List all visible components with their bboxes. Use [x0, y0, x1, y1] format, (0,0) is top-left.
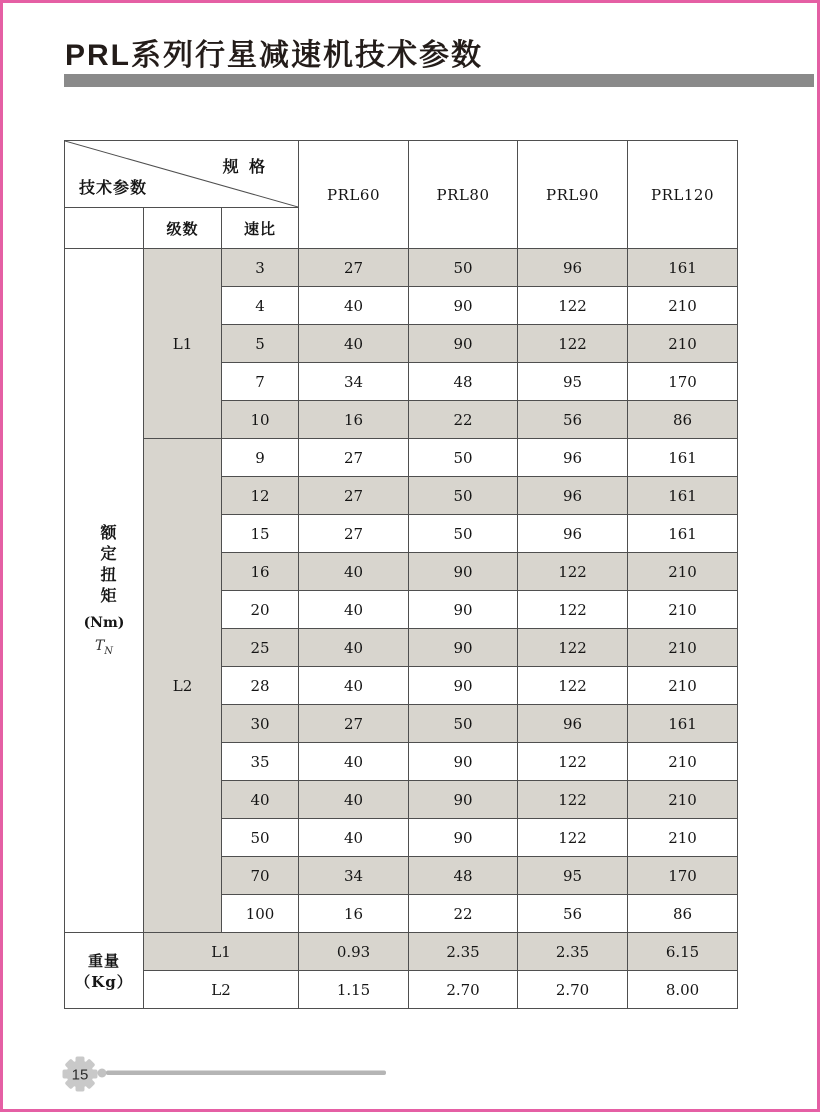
torque-value-cell: 210 [628, 591, 738, 629]
torque-value-cell: 210 [628, 743, 738, 781]
weight-stage-cell: L2 [144, 971, 299, 1009]
torque-value-cell: 34 [299, 363, 409, 401]
torque-value-cell: 48 [409, 363, 518, 401]
torque-value-cell: 22 [409, 895, 518, 933]
weight-value-cell: 2.35 [409, 933, 518, 971]
torque-value-cell: 48 [409, 857, 518, 895]
torque-value-cell: 50 [409, 439, 518, 477]
torque-value-cell: 16 [299, 401, 409, 439]
column-header-prl60: PRL60 [299, 141, 409, 249]
footer-line-dot [98, 1069, 107, 1078]
column-header-prl120: PRL120 [628, 141, 738, 249]
ratio-cell: 100 [222, 895, 299, 933]
torque-value-cell: 50 [409, 249, 518, 287]
torque-value-cell: 161 [628, 515, 738, 553]
torque-value-cell: 210 [628, 553, 738, 591]
footer-page-marker [60, 1054, 405, 1096]
ratio-cell: 7 [222, 363, 299, 401]
torque-value-cell: 40 [299, 781, 409, 819]
torque-value-cell: 122 [518, 819, 628, 857]
torque-value-cell: 95 [518, 363, 628, 401]
torque-value-cell: 90 [409, 743, 518, 781]
ratio-cell: 30 [222, 705, 299, 743]
ratio-cell: 12 [222, 477, 299, 515]
column-header-prl80: PRL80 [409, 141, 518, 249]
page-title: PRL系列行星减速机技术参数 [65, 39, 483, 72]
ratio-cell: 35 [222, 743, 299, 781]
torque-value-cell: 122 [518, 553, 628, 591]
torque-value-cell: 50 [409, 477, 518, 515]
weight-value-cell: 2.70 [518, 971, 628, 1009]
torque-value-cell: 90 [409, 553, 518, 591]
torque-value-cell: 90 [409, 819, 518, 857]
torque-value-cell: 161 [628, 249, 738, 287]
torque-value-cell: 96 [518, 249, 628, 287]
column-header-prl90: PRL90 [518, 141, 628, 249]
torque-value-cell: 40 [299, 819, 409, 857]
corner-diagonal-cell [65, 141, 299, 208]
torque-value-cell: 27 [299, 439, 409, 477]
torque-value-cell: 210 [628, 325, 738, 363]
torque-value-cell: 122 [518, 325, 628, 363]
torque-value-cell: 122 [518, 591, 628, 629]
torque-value-cell: 90 [409, 591, 518, 629]
stage-group-cell: L2 [144, 439, 222, 933]
torque-value-cell: 27 [299, 515, 409, 553]
torque-value-cell: 27 [299, 477, 409, 515]
weight-label-cell: 重量（Kg） [65, 933, 144, 1009]
torque-value-cell: 161 [628, 439, 738, 477]
empty-header-cell [65, 208, 144, 249]
torque-unit-text: (Nm) [83, 615, 125, 632]
rated-torque-text: 额定扭矩 [98, 524, 115, 609]
footer-divider-line [106, 1071, 386, 1076]
weight-row [65, 971, 738, 1009]
torque-value-cell: 40 [299, 743, 409, 781]
weight-value-cell: 1.15 [299, 971, 409, 1009]
rated-torque-label [65, 524, 143, 657]
ratio-cell: 28 [222, 667, 299, 705]
weight-value-cell: 6.15 [628, 933, 738, 971]
torque-value-cell: 86 [628, 401, 738, 439]
ratio-cell: 5 [222, 325, 299, 363]
torque-value-cell: 40 [299, 629, 409, 667]
torque-value-cell: 27 [299, 249, 409, 287]
ratio-cell: 10 [222, 401, 299, 439]
torque-value-cell: 90 [409, 781, 518, 819]
torque-value-cell: 122 [518, 287, 628, 325]
torque-value-cell: 96 [518, 515, 628, 553]
corner-spec-label: 规 格 [222, 159, 269, 176]
torque-value-cell: 50 [409, 515, 518, 553]
torque-value-cell: 210 [628, 819, 738, 857]
torque-value-cell: 161 [628, 705, 738, 743]
torque-value-cell: 96 [518, 439, 628, 477]
torque-value-cell: 40 [299, 553, 409, 591]
torque-value-cell: 170 [628, 857, 738, 895]
ratio-cell: 40 [222, 781, 299, 819]
ratio-cell: 3 [222, 249, 299, 287]
spec-table [64, 140, 738, 1009]
torque-value-cell: 90 [409, 325, 518, 363]
torque-value-cell: 96 [518, 705, 628, 743]
torque-value-cell: 210 [628, 781, 738, 819]
torque-row [65, 439, 738, 477]
ratio-cell: 4 [222, 287, 299, 325]
torque-value-cell: 122 [518, 781, 628, 819]
torque-value-cell: 170 [628, 363, 738, 401]
torque-value-cell: 122 [518, 743, 628, 781]
torque-value-cell: 122 [518, 667, 628, 705]
weight-value-cell: 2.35 [518, 933, 628, 971]
torque-value-cell: 90 [409, 667, 518, 705]
ratio-cell: 9 [222, 439, 299, 477]
torque-value-cell: 210 [628, 667, 738, 705]
torque-value-cell: 90 [409, 629, 518, 667]
weight-value-cell: 8.00 [628, 971, 738, 1009]
torque-value-cell: 96 [518, 477, 628, 515]
header-row-top [65, 141, 738, 208]
weight-value-cell: 0.93 [299, 933, 409, 971]
torque-value-cell: 22 [409, 401, 518, 439]
weight-value-cell: 2.70 [409, 971, 518, 1009]
gear-icon [63, 1057, 98, 1092]
stage-group-cell: L1 [144, 249, 222, 439]
ratio-cell: 25 [222, 629, 299, 667]
ratio-cell: 70 [222, 857, 299, 895]
torque-value-cell: 210 [628, 287, 738, 325]
torque-value-cell: 122 [518, 629, 628, 667]
torque-value-cell: 90 [409, 287, 518, 325]
ratio-cell: 50 [222, 819, 299, 857]
torque-value-cell: 86 [628, 895, 738, 933]
torque-row [65, 249, 738, 287]
torque-value-cell: 161 [628, 477, 738, 515]
stage-column-header: 级数 [144, 208, 222, 249]
torque-symbol: $T_N$ [94, 638, 114, 657]
ratio-cell: 20 [222, 591, 299, 629]
torque-value-cell: 27 [299, 705, 409, 743]
torque-value-cell: 56 [518, 401, 628, 439]
title-underline-bar [64, 74, 814, 87]
weight-stage-cell: L1 [144, 933, 299, 971]
rated-torque-axis-cell [65, 249, 144, 933]
ratio-cell: 16 [222, 553, 299, 591]
torque-value-cell: 34 [299, 857, 409, 895]
corner-param-label: 技术参数 [79, 180, 148, 197]
torque-value-cell: 40 [299, 667, 409, 705]
weight-row [65, 933, 738, 971]
torque-value-cell: 40 [299, 287, 409, 325]
ratio-column-header: 速比 [222, 208, 299, 249]
torque-value-cell: 16 [299, 895, 409, 933]
ratio-cell: 15 [222, 515, 299, 553]
page-number: 15 [71, 1066, 89, 1084]
torque-value-cell: 40 [299, 325, 409, 363]
torque-value-cell: 40 [299, 591, 409, 629]
torque-value-cell: 50 [409, 705, 518, 743]
torque-value-cell: 210 [628, 629, 738, 667]
torque-value-cell: 95 [518, 857, 628, 895]
torque-value-cell: 56 [518, 895, 628, 933]
